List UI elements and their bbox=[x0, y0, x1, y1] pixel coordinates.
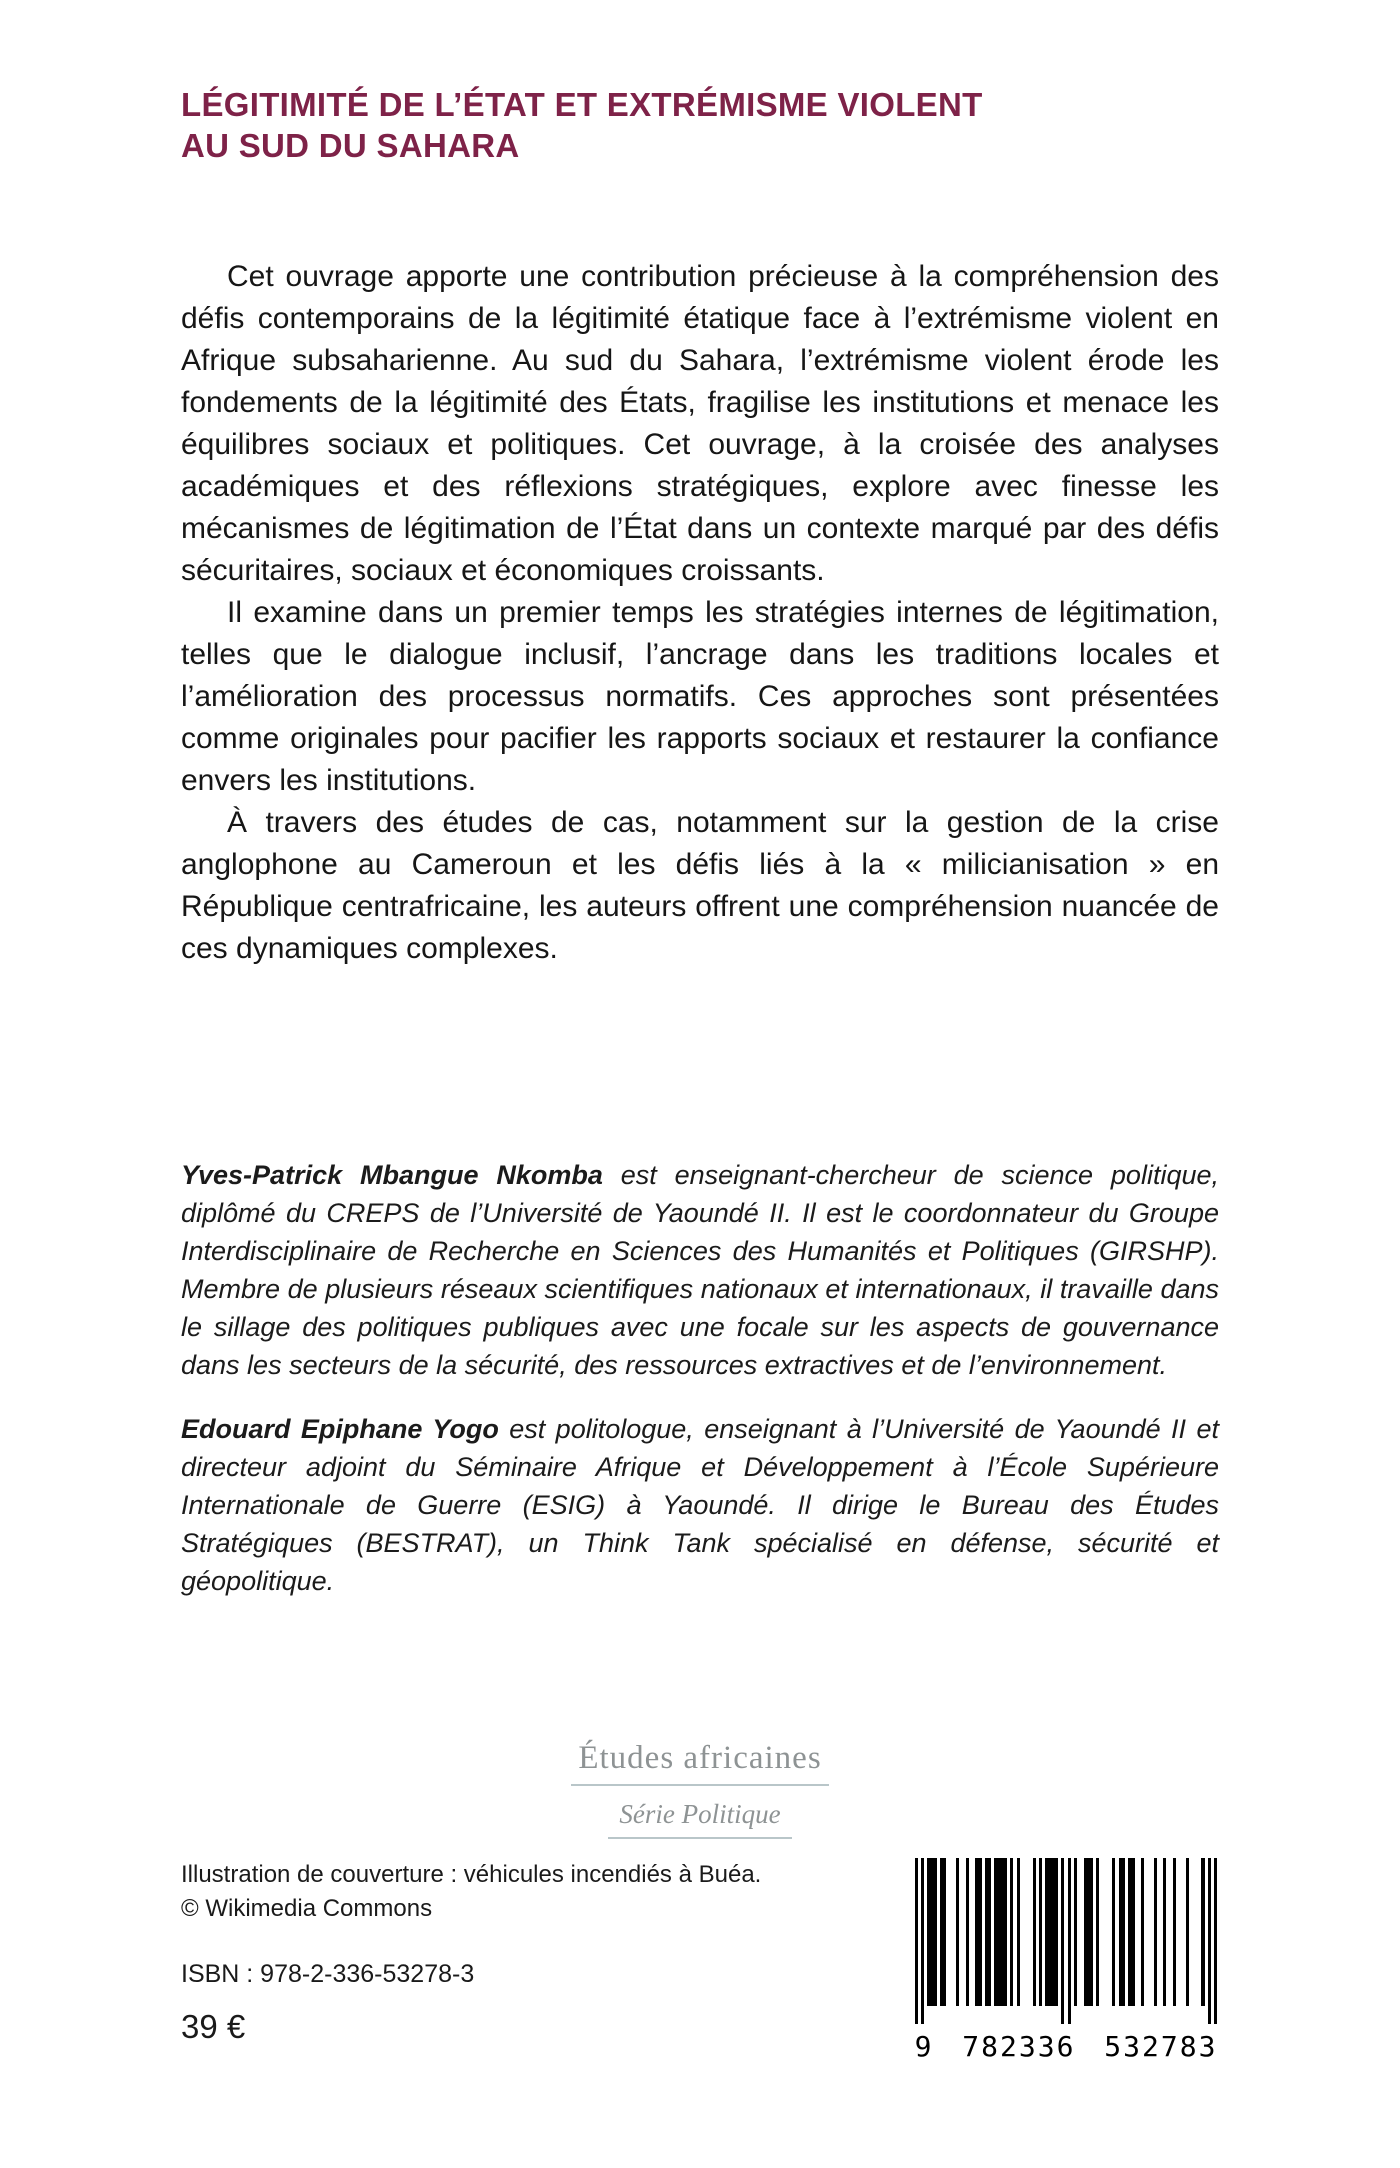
barcode-number: 9 782336 532783 bbox=[914, 2030, 1218, 2063]
synopsis-paragraph-2: Il examine dans un premier temps les stratégies internes de légitimation, telles que le dialogue inclusif, l’ancrage dans les traditions locales et l’amélioration des processus normatifs. Ces approches sont présentées comme originales pour pacifier les rapports sociaux et restaurer la confiance envers les institutions. bbox=[181, 596, 1219, 797]
barcode-bars bbox=[915, 1858, 1218, 2028]
collection-block bbox=[181, 1740, 1219, 1839]
cover-credits bbox=[181, 1858, 761, 1926]
book-title bbox=[181, 84, 1241, 166]
cover-credit-illustration: Illustration de couverture : véhicules incendiés à Buéa. bbox=[181, 1861, 762, 1888]
series-name: Série Politique bbox=[619, 1799, 781, 1829]
price-text: 39 € bbox=[181, 2008, 246, 2045]
series-underline bbox=[608, 1837, 792, 1839]
synopsis-paragraph-1: Cet ouvrage apporte une contribution précieuse à la compréhension des défis contemporains de la légitimité étatique face à l’extrémisme violent en Afrique subsaharienne. Au sud du Sahara, l’extrémisme violent érode les fondements de la légitimité des États, fragilise les institutions et menace les équilibres sociaux et politiques. Cet ouvrage, à la croisée des analyses académiques et des réflexions stratégiques, explore avec finesse les mécanismes de légitimation de l’État dans un contexte marqué par des défis sécuritaires, sociaux et économiques croissants. bbox=[181, 260, 1219, 587]
author-name-2: Edouard Epiphane Yogo bbox=[181, 1414, 499, 1444]
author-name-1: Yves-Patrick Mbangue Nkomba bbox=[181, 1160, 603, 1190]
barcode-bar-module bbox=[1214, 1858, 1217, 2024]
author-bios bbox=[181, 1156, 1219, 1626]
collection-underline bbox=[571, 1784, 829, 1786]
collection-name: Études africaines bbox=[578, 1740, 822, 1776]
book-title-line2: AU SUD DU SAHARA bbox=[181, 127, 520, 164]
author-bio-1 bbox=[181, 1156, 1219, 1384]
synopsis-paragraph-3: À travers des études de cas, notamment sur la gestion de la crise anglophone au Cameroun et les défis liés à la « milicianisation » en République centrafricaine, les auteurs offrent une compréhension nuancée de ces dynamiques complexes. bbox=[181, 806, 1219, 965]
author-bio-text-2: est politologue, enseignant à l’Université de Yaoundé II et directeur adjoint du Séminaire Afrique et Développement à l’École Supérieure Internationale de Guerre (ESIG) à Yaoundé. Il dirige le Bureau des Études Stratégiques (BESTRAT), un Think Tank spécialisé en défense, sécurité et géopolitique. bbox=[181, 1414, 1219, 1596]
synopsis bbox=[181, 256, 1219, 970]
book-title-line1: LÉGITIMITÉ DE L’ÉTAT ET EXTRÉMISME VIOLENT bbox=[181, 86, 983, 123]
isbn-text: ISBN : 978-2-336-53278-3 bbox=[181, 1960, 475, 1988]
cover-credit-copyright: © Wikimedia Commons bbox=[181, 1895, 433, 1922]
barcode bbox=[908, 1856, 1224, 2074]
author-bio-text-1: est enseignant-chercheur de science politique, diplômé du CREPS de l’Université de Yaoundé II. Il est le coordonnateur du Groupe Interdisciplinaire de Recherche en Sciences des Humanités et Politiques (GIRSHP). Membre de plusieurs réseaux scientifiques nationaux et internationaux, il travaille dans le sillage des politiques publiques avec une focale sur les aspects de gouvernance dans les secteurs de la sécurité, des ressources extractives et de l’environnement. bbox=[181, 1160, 1219, 1380]
author-bio-2 bbox=[181, 1410, 1219, 1600]
